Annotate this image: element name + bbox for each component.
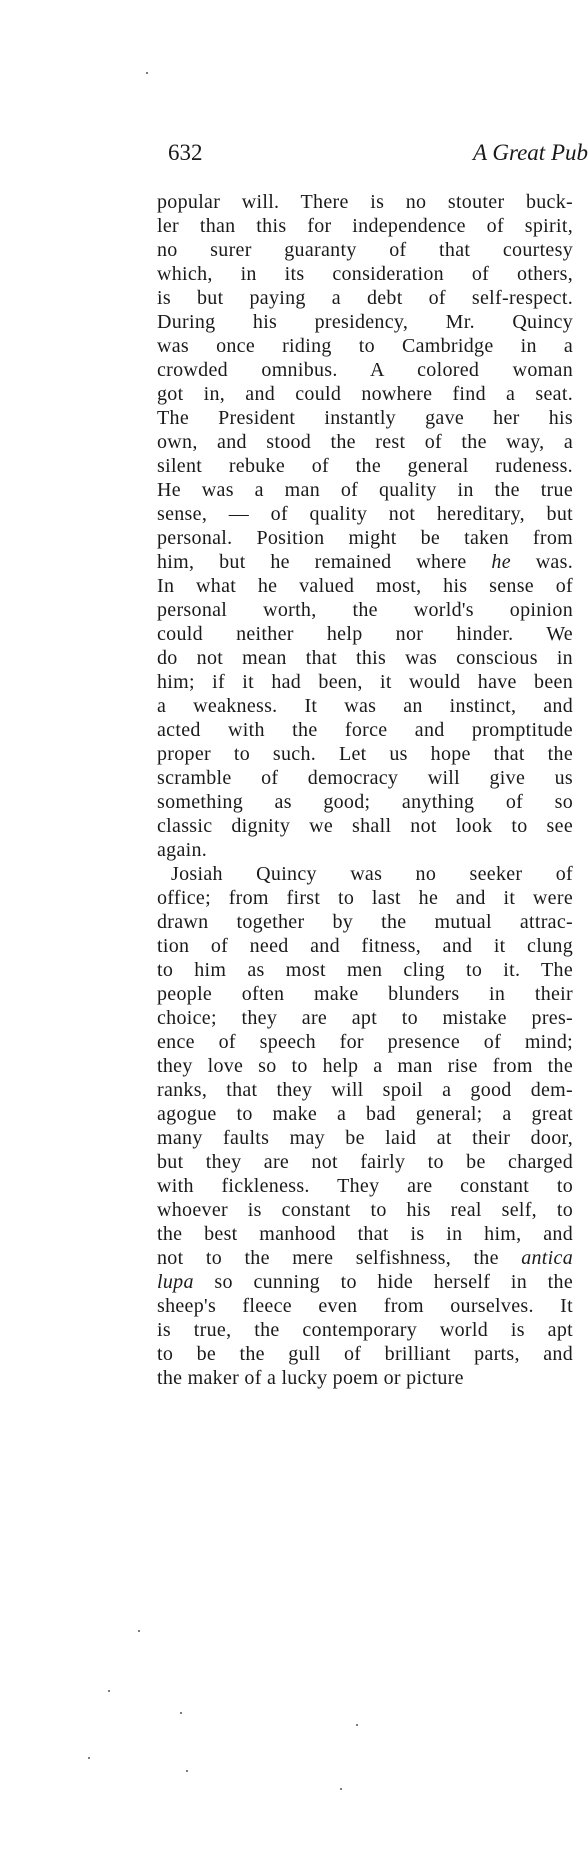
text-line: but they are not fairly to be charged bbox=[157, 1151, 573, 1173]
text-line: In what he valued most, his sense of bbox=[157, 575, 573, 597]
text-line: popular will. There is no stouter buck- bbox=[157, 191, 573, 213]
italic-word: antica bbox=[521, 1247, 573, 1269]
text-line: they love so to help a man rise from the bbox=[157, 1055, 573, 1077]
text-line: crowded omnibus. A colored woman bbox=[157, 359, 573, 381]
page-number: 632 bbox=[168, 140, 203, 165]
running-title: A Great Pub bbox=[473, 140, 588, 165]
text-line: sheep's fleece even from ourselves. It bbox=[157, 1295, 573, 1317]
page-header bbox=[168, 140, 588, 174]
text-line: many faults may be laid at their door, bbox=[157, 1127, 573, 1149]
text-line: again. bbox=[157, 839, 208, 861]
text-line: to be the gull of brilliant parts, and bbox=[157, 1343, 573, 1365]
text-line: him, but he remained where he was. bbox=[157, 551, 573, 573]
text-line: The President instantly gave her his bbox=[157, 407, 573, 429]
text-line: the best manhood that is in him, and bbox=[157, 1223, 573, 1245]
paper-speck bbox=[340, 1788, 342, 1790]
text-line: was once riding to Cambridge in a bbox=[157, 335, 573, 357]
text-line: personal worth, the world's opinion bbox=[157, 599, 573, 621]
text-line: personal. Position might be taken from bbox=[157, 527, 573, 549]
text-line: to him as most men cling to it. The bbox=[157, 959, 573, 981]
text-line: got in, and could nowhere find a seat. bbox=[157, 383, 573, 405]
body-text bbox=[157, 190, 573, 1390]
text-line: no surer guaranty of that courtesy bbox=[157, 239, 573, 261]
paper-speck bbox=[356, 1724, 358, 1726]
paragraph bbox=[157, 190, 573, 862]
paper-speck bbox=[186, 1770, 188, 1772]
text-line: proper to such. Let us hope that the bbox=[157, 743, 573, 765]
text-line: silent rebuke of the general rudeness. bbox=[157, 455, 573, 477]
paper-speck bbox=[138, 1630, 140, 1632]
text-line: is true, the contemporary world is apt bbox=[157, 1319, 573, 1341]
text-line: the maker of a lucky poem or picture bbox=[157, 1367, 464, 1389]
text-line: classic dignity we shall not look to see bbox=[157, 815, 573, 837]
text-line: scramble of democracy will give us bbox=[157, 767, 573, 789]
text-line: do not mean that this was conscious in bbox=[157, 647, 573, 669]
text-line: ler than this for independence of spirit, bbox=[157, 215, 573, 237]
text-line: people often make blunders in their bbox=[157, 983, 573, 1005]
text-line: a weakness. It was an instinct, and bbox=[157, 695, 573, 717]
text-line: ranks, that they will spoil a good dem- bbox=[157, 1079, 573, 1101]
text-line: is but paying a debt of self-respect. bbox=[157, 287, 573, 309]
text-line: own, and stood the rest of the way, a bbox=[157, 431, 573, 453]
text-line: He was a man of quality in the true bbox=[157, 479, 573, 501]
text-line: him; if it had been, it would have been bbox=[157, 671, 573, 693]
text-line: Josiah Quincy was no seeker of bbox=[171, 863, 573, 885]
paper-speck bbox=[88, 1757, 90, 1759]
paper-speck bbox=[146, 72, 148, 74]
italic-word: lupa bbox=[157, 1271, 194, 1293]
text-line: agogue to make a bad general; a great bbox=[157, 1103, 573, 1125]
paper-speck bbox=[180, 1712, 182, 1714]
text-line: not to the mere selfishness, the antica bbox=[157, 1247, 573, 1269]
text-line: ence of speech for presence of mind; bbox=[157, 1031, 573, 1053]
paper-speck bbox=[108, 1690, 110, 1692]
text-line: choice; they are apt to mistake pres- bbox=[157, 1007, 573, 1029]
text-line: something as good; anything of so bbox=[157, 791, 573, 813]
text-line: tion of need and fitness, and it clung bbox=[157, 935, 573, 957]
text-line: with fickleness. They are constant to bbox=[157, 1175, 573, 1197]
text-line: drawn together by the mutual attrac- bbox=[157, 911, 573, 933]
text-line: could neither help nor hinder. We bbox=[157, 623, 573, 645]
italic-word: he bbox=[491, 551, 511, 573]
text-line: which, in its consideration of others, bbox=[157, 263, 573, 285]
text-line: sense, — of quality not hereditary, but bbox=[157, 503, 573, 525]
text-line: office; from first to last he and it were bbox=[157, 887, 573, 909]
text-line: acted with the force and promptitude bbox=[157, 719, 573, 741]
text-line: whoever is constant to his real self, to bbox=[157, 1199, 573, 1221]
paragraph bbox=[157, 862, 573, 1390]
text-line: During his presidency, Mr. Quincy bbox=[157, 311, 573, 333]
text-line: lupa so cunning to hide herself in the bbox=[157, 1271, 573, 1293]
